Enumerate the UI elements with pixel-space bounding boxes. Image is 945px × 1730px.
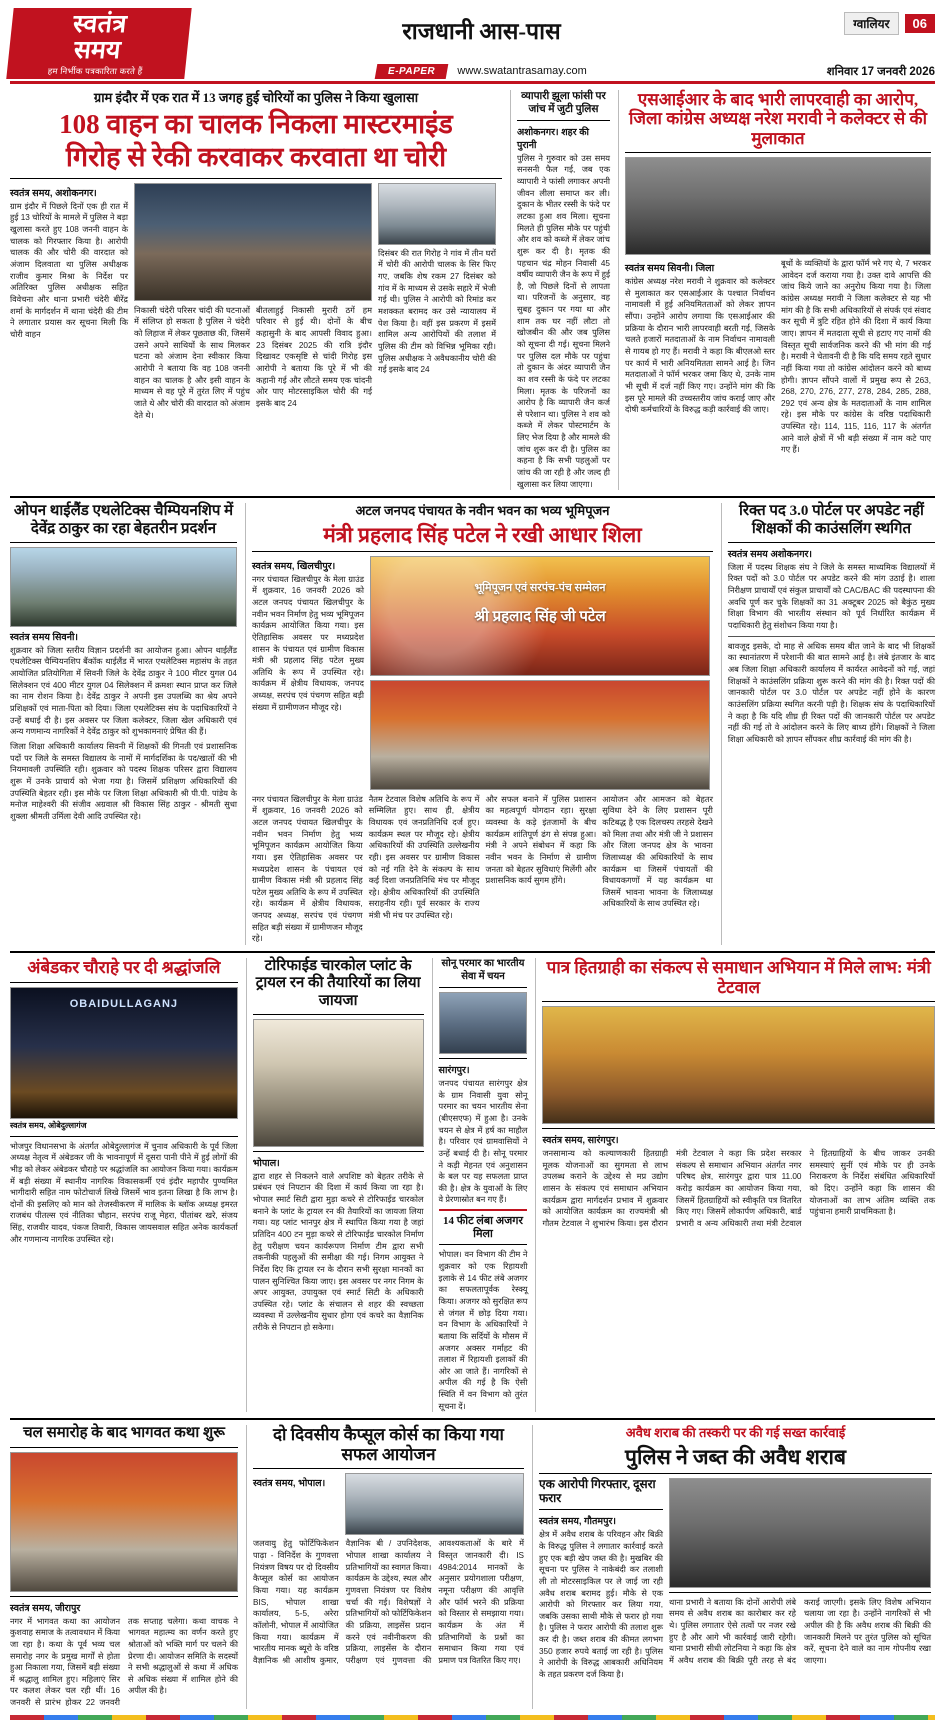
mid-right-byline: स्वतंत्र समय अशोकनगर। [727, 548, 813, 560]
lead-story [10, 90, 502, 491]
top-section [10, 90, 935, 491]
low-right-photo [542, 1006, 935, 1124]
newspaper-logo [6, 8, 191, 79]
city-badge [775, 12, 935, 35]
low-center-byline: भोपाल। [252, 1157, 280, 1169]
masthead [10, 8, 935, 84]
low-left-caption: स्वतंत्र समय, ओबेदुल्लागंज [10, 1120, 87, 1130]
section-title: राजधानी आस-पास [402, 19, 561, 44]
page-number: 06 [905, 14, 935, 33]
bottom-right-kicker: अवैध शराब की तस्करी पर की गई सख्त कार्रवाई [625, 1425, 846, 1441]
low-left-text: भोजपुर विधानसभा के अंतर्गत ओबेदुल्लागंज में चुनाव अधिकारी के पूर्व जिला अध्यक्ष नेतृत्व में अंबेडकर जी के भावनापूर्ण में दूसरा पानी पीने में हुई लोगों की भीड़ को लेकर अंबेडकर चौराहे पर श्रद्धांजलि का आयोजन किया गया। कार्यक्रम में बड़ी संख्या में स्थानीय नागरिक विकासकर्मी एवं इंदौर महापौर पुण्यमित भागीदारी सहित नाम फोटोचार्ज लिखे जिसमें भाव इतना लिखा है कि लाभ है। दोनों की इसलिए को मान को तेजस्वीकरण में मालिक के ब्लॉक अध्यक्ष इमरत राजबंध पीतल्स एवं नीतिका चौहान, सरपंच राजू मेहरा, पीतांबर खरे, संजय सिंह, राजवीर यादव, पंकज तिवारी, विकास जायसवाल सहित अनेक कार्यकर्ता और गणमान्य नागरिक उपस्थित रहे। [10, 1141, 238, 1244]
top-center-kicker: व्यापारी झूला फांसी पर जांच में जुटी पुलिस [521, 90, 606, 115]
mid-center-text-2: नैतम टेटवाल विशेष अतिथि के रूप में सम्मिलित हुए। साथ ही, क्षेत्रीय विधायक एवं जनप्रतिनिधि दर्ज हुए। कार्यक्रम स्थल पर मौजूद रहे। क्षेत्रीय अधिकारियों की उपस्थिति उल्लेखनीय रही। इस अवसर पर ग्रामीण विकास को नई गति देने के संकल्प के साथ कई दिशा जनप्रतिनिधि मंच पर मौजूद रहे। क्षेत्रीय अधिकारियों की उपस्थिति सराहनीय रही। पूर्व सरकार के राज्य मंत्री भी मंच पर उपस्थित रहे। [368, 794, 480, 921]
mid-center-headline: मंत्री प्रहलाद सिंह पटेल ने रखी आधार शिला [323, 522, 642, 547]
bottom-center-byline: स्वतंत्र समय, भोपाल। [253, 1478, 326, 1490]
mid-center-text-1: नगर पंचायत खिलचीपुर के मेला ग्राउंड में शुक्रवार, 16 जनवरी 2026 को अटल जनपद पंचायत खिलचीपुर के नवीन भवन निर्माण हेतु भव्य भूमिपूजन कार्यक्रम आयोजित किया गया। इस ऐतिहासिक अवसर पर मध्यप्रदेश शासन के पंचायत एवं ग्रामीण विकास मंत्री श्री प्रहलाद सिंह पटेल मुख्य अतिथि के रूप में उपस्थित रहे। कार्यक्रम में क्षेत्रीय विधायक, जनपद अध्यक्ष, सरपंच एवं पंचगण सहित बड़ी संख्या में ग्रामीणजन मौजूद रहे। [251, 574, 364, 712]
mid-left-headline: ओपन थाईलैंड एथलेटिक्स चैम्पियनशिप में देवेंद्र ठाकुर का रहा बेहतरीन प्रदर्शन [13, 503, 234, 537]
top-right-story [618, 90, 931, 491]
lead-col-1 [10, 183, 128, 421]
lead-col-4 [378, 183, 496, 421]
mid-left-photo [10, 547, 237, 627]
low-center2-text: जनपद पंचायत सारंगपुर क्षेत्र के ग्राम निवासी युवा सोनू परमार का चयन भारतीय सेना (बीएसएफ) में हुआ है। उनके चयन से क्षेत्र में हर्ष का माहौल है। परिवार एवं ग्रामवासियों ने उन्हें बधाई दी है। सोनू परमार ने कड़ी मेहनत एवं अनुशासन के बल पर यह सफलता प्राप्त की है। क्षेत्र के युवाओं के लिए वे प्रेरणास्रोत बन गए हैं। [438, 1079, 528, 1205]
lead-byline: स्वतंत्र समय, अशोकनगर। [10, 187, 97, 199]
low-left-headline: अंबेडकर चौराहे पर दी श्रद्धांजलि [27, 958, 221, 978]
low-left-photo [10, 987, 238, 1119]
lead-photo-secondary [378, 183, 496, 245]
middle-section [10, 503, 935, 945]
mid-center-photo-2 [370, 680, 710, 790]
mid-right-story [721, 503, 935, 945]
low-right-story [535, 958, 935, 1412]
lead-text-3: बीतलाहुई निकासी मुरारी ठगें हम परिवार से हुई थी। दोनों के बीच कहासुनी के बाद आपसी विवाद हुआ। 23 दिसंबर 2025 की रात्रि इंदौर दिखावट एकसृष्टि से चांदी गिरोह इस आरोपी ने बताया कि पूरे में भी की कहानी गई और लौटते समय एक चांदनी ओर पाए मोटरसाइकिल चोरी की गई इसके बाद 24 [256, 305, 372, 408]
portrait-photo [439, 992, 528, 1054]
mid-right-text-2: बावजूद इसके, दो माह से अधिक समय बीत जाने के बाद भी शिक्षकों का स्थानांतरण में परेशानी की बात सामने आई है। लंबे इंतजार के बाद अब जिला शिक्षा अधिकारी कार्यालय में कार्यरत आवेदनों को गई, जहां शिक्षकों ने काउंसलिंग प्रक्रिया शुरू करने की मांग की है। रिक्त पदों की जानकारी पोर्टल पर 3.0 पोर्टल पर अपडेट नहीं होने के कारण काउंसलिंग प्रक्रिया स्थगित करनी पड़ी है। शिक्षक संघ के पदाधिकारियों ने कहा है कि यदि शीघ्र ही रिक्त पदों की जानकारी पोर्टल पर अपडेट नहीं की गई तो वे आंदोलन करने के लिए बाध्य होंगे। शिक्षकों ने जिला शिक्षा अधिकारी को ज्ञापन सौंपकर शीघ्र कार्रवाई की मांग की है। [727, 641, 935, 744]
bottom-center-photo [345, 1473, 524, 1535]
banner-line-2: श्री प्रहलाद सिंह जी पटेल [474, 609, 606, 626]
logo-line-1: स्वतंत्र [71, 11, 129, 38]
bottom-left-photo [10, 1452, 238, 1592]
masthead-right [775, 8, 935, 79]
mid-left-text-2: जिला शिक्षा अधिकारी कार्यालय सिवनी में शिक्षकों की गिनती एवं प्रशासनिक पदों पर जिले के समस्त विद्यालय के नामों में मार्गदर्शिका के पद/खातों की भी नियमावली उपस्थिति रही। शुक्रवार को पदस्थ शिक्षक परिसर द्वारा विद्यालय शुरू में उनके प्राचार्य को भेजा गया है। जिसमें प्रशिक्षण अधिकारियों की उपस्थिति बेहतर रही। इस मौके पर जिला शिक्षा अधिकारी श्री पी.पी. पांडेय के मनोज माहेश्वरी की संजीव अग्रवाल श्री विकास सिंह ठाकुर - श्रीमती सुधा शुक्ला श्रीमती उर्मिला देवी आदि उपस्थित रहे। [10, 741, 237, 821]
lead-photo [134, 183, 372, 301]
bottom-center-text: जलवायु हेतु फोर्टिफिकेशन पाढ़ा - विनिर्देश के गुणवत्ता नियंत्रण विषय पर दो दिवसीय कैप्सूल कोर्स का आयोजन किया गया। यह कार्यक्रम BIS, भोपाल शाखा कार्यालय, 5-5, अरेरा कॉलोनी, भोपाल में आयोजित किया गया। कार्यक्रम में भारतीय मानक ब्यूरो के वरिष्ठ वैज्ञानिक श्री आशीष कुमार, वैज्ञानिक बी / उपनिदेशक, भोपाल शाखा कार्यालय ने प्रतिभागियों का स्वागत किया। कार्यक्रम के उद्देश्य, स्थल और गुणवत्ता नियंत्रण पर विशेष चर्चा की गई। विशेषज्ञों ने प्रतिभागियों को फोर्टिफिकेशन की प्रक्रिया, लाइसेंस प्रदान करने एवं नवीनीकरण की प्रक्रिया, लाइसेंस के दौरान परीक्षण एवं गुणवत्ता की आवश्यकताओं के बारे में विस्तृत जानकारी दी। IS 4984:2014 मानकों के अनुसार प्रयोगशाला परीक्षण, नमूना परीक्षण की आवृत्ति और फॉर्म भरने की प्रक्रिया को विस्तार से समझाया गया। कार्यक्रम के अंत में प्रतिभागियों के प्रश्नों का समाधान किया गया एवं प्रमाण पत्र वितरित किए गए। [253, 1539, 524, 1665]
low-center2-subhead: 14 फीट लंबा अजगर मिला [443, 1215, 523, 1240]
epaper-button[interactable]: E-PAPER [375, 64, 449, 79]
bottom-right-text-2: थाना प्रभारी ने बताया कि दोनों आरोपी लंबे समय से अवैध शराब का कारोबार कर रहे थे। पुलिस लगातार ऐसे तत्वों पर नजर रखे हुए है और आगे भी कार्रवाई जारी रहेगी। थाना प्रभारी सीधी लोटनिया ने कहा कि क्षेत्र में अवैध शराब की बिक्री पूरी तरह से बंद कराई जाएगी। इसके लिए विशेष अभियान चलाया जा रहा है। उन्होंने नागरिकों से भी अपील की है कि अवैध शराब की बिक्री की जानकारी मिलने पर तुरंत पुलिस को सूचित करें, सूचना देने वाले का नाम गोपनीय रखा जाएगा। [669, 1597, 931, 1665]
top-right-photo [625, 157, 931, 255]
bottom-center-headline: दो दिवसीय कैप्सूल कोर्स का किया गया सफल आयोजन [273, 1425, 504, 1464]
lead-headline-1: 108 वाहन का चालक निकला मास्टरमाइंड [59, 108, 453, 139]
mid-right-headline: रिक्त पद 3.0 पोर्टल पर अपडेट नहीं शिक्षकों की काउंसलिंग स्थगित [739, 503, 924, 537]
lead-headline-2: गिरोह से रेकी करवाकर करवाता था चोरी [65, 141, 447, 172]
mid-left-text: शुक्रवार को जिला स्तरीय विज्ञान प्रदर्शनी का आयोजन हुआ। ओपन थाईलैंड एथलेटिक्स चैम्पियनशिप बैंकॉक थाईलैंड में भारत एथलेटिक्स महासंघ के तहत आयोजित प्रतियोगिता में सिवनी जिले के देवेंद्र ठाकुर ने 100 मीटर युगल 04 सिलेक्शन एवं 400 मीटर युगल 04 सिलेक्शन में क्रमशः स्थान प्राप्त कर जिले का नाम रोशन किया है। देवेंद्र ठाकुर ने अपनी इस उपलब्धि का श्रेय अपने प्रशिक्षकों एवं माता-पिता को दिया। जिला एथलेटिक्स संघ के पदाधिकारियों ने उन्हें बधाई दी है। इस अवसर पर जिला कलेक्टर, जिला खेल अधिकारी एवं अन्य गणमान्य नागरिकों ने देवेंद्र ठाकुर को शुभकामनाएं प्रेषित की हैं। [10, 645, 237, 737]
lead-body-row [10, 183, 502, 421]
low-right-byline: स्वतंत्र समय, सारंगपुर। [542, 1135, 619, 1147]
mid-center-text-4: आयोजन और आमजन को बेहतर सुविधा देने के लिए प्रशासन पूरी कटिबद्ध है एक दिलचस्प तरहसे देखने को मिला तथा और मंत्री जी ने प्रशासन और जिला जनपद क्षेत्र के भावना जिलाध्यक्ष की अधिकारियों के साथ कार्यक्रम था जिसमें पंचायतों की विधायकगणों में यह कार्यक्रम था जिसमें भावना भावना के जिलाध्यक्ष अधिकारियों के साथ उपस्थित रहे। [602, 794, 713, 909]
bottom-right-text-1: क्षेत्र में अवैध शराब के परिवहन और बिक्री के विरुद्ध पुलिस ने लगातार कार्रवाई करते हुए एक बड़ी खेप जब्त की है। मुखबिर की सूचना पर पुलिस ने नाकेबंदी कर तलाशी ली तो मोटरसाइकिल पर ले जाई जा रही अवैध शराब बरामद हुई। मौके से एक आरोपी को गिरफ्तार कर लिया गया, जबकि उसका साथी मौके से फरार हो गया है। पुलिस ने फरार आरोपी की तलाश शुरू कर दी है। जब्त शराब की कीमत लगभग 350 हजार रुपये बताई जा रही है। पुलिस ने आरोपी के विरुद्ध आबकारी अधिनियम के तहत प्रकरण दर्ज किया है। [539, 1530, 663, 1680]
low-center-text: द्वारा शहर से निकलने वाले अपशिष्ट को बेहतर तरीके से प्रबंधन एवं निपटान की दिशा में कार्य किया जा रहा है। भोपाल स्मार्ट सिटी द्वारा मुड़ा कचरे से टोरिफाईड चारकोल बनाने के प्लांट के ट्रायल रन की तैयारियों का जायजा लिया गया। यह प्लांट भानपुर क्षेत्र में स्थापित किया गया है जहां प्रतिदिन 400 टन मुड़ा कचरे से टोरिफाईड चारकोल निर्माण हेतु परीक्षण चयन कार्यरूपण निर्माण टीम द्वारा सभी तकनीकी पहलुओं की समीक्षा की गई। निगम आयुक्त ने निर्देश दिए कि ट्रायल रन के दौरान सभी सुरक्षा मानकों का पालन सुनिश्चित किया जाए। इस अवसर पर नगर निगम के अपर आयुक्त, उपायुक्त एवं स्मार्ट सिटी के अधिकारी उपस्थित रहे। प्लांट के संचालन से शहर की स्वच्छता व्यवस्था में उल्लेखनीय सुधार होगा एवं कचरे का वैज्ञानिक तरीके से निपटान हो सकेगा। [252, 1171, 424, 1333]
top-right-text-1: कांग्रेस अध्यक्ष नरेश मरावी ने शुक्रवार को कलेक्टर से मुलाकात कर एसआईआर के पश्चात निर्वाचन नामावली में हुई अनियमितताओं को लेकर ज्ञापन सौंपा। उन्होंने आरोप लगाया कि एसआईआर की प्रक्रिया के दौरान भारी लापरवाही बरती गई, जिसके चलते हजारों मतदाताओं के नाम निर्वाचन नामावली से गायब हो गए हैं। मरावी ने कहा कि बीएलओ स्तर पर कार्य में भारी अनियमितता सामने आई है। जिन मतदाताओं ने फॉर्म भरकर जमा किए थे, उनके नाम भी सूची में दर्ज नहीं किए गए। उन्होंने मांग की कि इस पूरे मामले की उच्चस्तरीय जांच कराई जाए और दोषी कर्मचारियों के विरुद्ध कड़ी कार्रवाई की जाए। [625, 277, 775, 415]
low-center2-story [432, 958, 528, 1412]
town-sign-text: OBAIDULLAGANJ [69, 997, 179, 1010]
bottom-right-subhead: एक आरोपी गिरफ्तार, दूसरा फरार [539, 1476, 656, 1505]
banner-line-1: भूमिपूजन एवं सरपंच-पंच सम्मेलन [474, 582, 606, 595]
bottom-right-byline: स्वतंत्र समय, गौतमपुर। [539, 1516, 616, 1528]
lead-kicker: ग्राम इंदौर में एक रात में 13 जगह हुई चोरियों का पुलिस ने किया खुलासा [93, 89, 419, 105]
event-banner-photo [370, 556, 710, 676]
top-right-text-2: बूथों के व्यक्तियों के द्वारा फॉर्म भरे गए थे, 7 भरकर आवेदन दर्ज कराया गया है। उक्त दावे आपत्ति की जांच किये जाने का अनुरोध किया गया है। जिला कांग्रेस अध्यक्ष मरावी ने जिला कलेक्टर से यह भी मांग की है कि सभी अधिकारियों से संपर्क एवं संवाद कर सूची में त्रुटि रहित होने की दिशा में कार्य किया जाए। ज्ञापन में मतदाता सूची से हटाए गए नामों की विस्तृत सूची सार्वजनिक करने की भी मांग की गई है। मरावी ने चेतावनी दी है कि यदि समय रहते सुधार नहीं किया गया तो कांग्रेस आंदोलन करने को बाध्य होगी। ज्ञापन सौंपने वालों में प्रमुख रूप से 263, 268, 270, 276, 277, 278, 284, 285, 288, 292 एवं अन्य क्षेत्र के मतदाताओं के नाम शामिल रहे। इस मौके पर कांग्रेस के वरिष्ठ पदाधिकारी उपस्थित रहे। 114, 115, 116, 117 के अंतर्गत आने वाले क्षेत्रों में भी बड़ी संख्या में नाम कटे पाए गए हैं। [781, 259, 931, 455]
bottom-left-byline: स्वतंत्र समय, जीरापुर [10, 1602, 81, 1614]
lead-text-1: ग्राम इंदौर में पिछले दिनों एक ही रात में हुई 13 चोरियों के मामले में पुलिस ने बड़ा खुलासा करते हुए 108 जननी वाहन के चालक को गिरफ्तार किया है। आरोपी चालक की और चोरी की वारदात को अंजाम दिलवाता था पुलिस अधीक्षक राजीव कुमार मिश्रा के निर्देश पर अतिरिक्त पुलिस अधीक्षक सहित विवेचना और थाना प्रभारी चंदेरी बीरेंद्र शर्मा के मार्गदर्शन में थाना चंदेरी की टीम ने लगातार प्रयास कर सूचना मिली कि चोरी वाहन [10, 201, 128, 339]
epaper-bar [196, 64, 767, 79]
logo-line-2: समय [72, 37, 122, 65]
mid-center-text-3: और सफल बनाने में पुलिस प्रशासन का महत्वपूर्ण योगदान रहा। सुरक्षा व्यवस्था के कड़े इंतजामों के बीच कार्यक्रम शांतिपूर्ण ढंग से संपन्न हुआ। मंत्री ने अपने संबोधन में कहा कि नवीन भवन के निर्माण से ग्रामीण जनता को बेहतर सुविधाएं मिलेंगी और प्रशासनिक कार्य सुगम होंगे। [485, 794, 597, 886]
lead-text-2: निकासी चंदेरी परिसर चांदी की घटनाओं में संलिप्त हो सकता है पुलिस ने चंदेरी को लिहाज में लेकर पूछताछ की, जिसमें उसने अपने साथियों के साथ मिलकर घटना को अंजाम देना स्वीकार किया आरोपी ने बताया कि वह 108 जननी वाहन का चालक है और इसी वाहन के माध्यम से वह पूरे में तुरंत लिए में पहुंच जाते थे और चोरी की वारदात को अंजाम देते थे। [134, 305, 250, 420]
top-right-byline: स्वतंत्र समय सिवनी। जिला [625, 263, 715, 275]
mid-left-byline: स्वतंत्र समय सिवनी। [10, 631, 79, 643]
low-center2-byline: सारंगपुर। [438, 1065, 470, 1077]
mid-center-byline: स्वतंत्र समय, खिलचीपुर। [251, 560, 336, 572]
masthead-center [188, 8, 775, 79]
issue-date: शनिवार 17 जनवरी 2026 [826, 65, 935, 78]
top-center-story [510, 90, 610, 491]
mid-center-kicker: अटल जनपद पंचायत के नवीन भवन का भव्य भूमिपूजन [355, 503, 610, 519]
mid-right-text-1: जिला में पदस्थ शिक्षक संघ ने जिले के समस्त माध्यमिक विद्यालयों में रिक्त पदों को 3.0 पोर्टल पर अपडेट करने की मांग उठाई है। शाला निरीक्षण प्राचार्यों एवं संकुल प्राचार्यों को CAC/BAC की पदस्थापना की अवधि पूर्ण कर चुके शिक्षकों का 31 अक्टूबर 2025 को बैकुंठ मुख्य शिक्षा विभाग की भारतीय संस्थान को पूर्व निर्धारित कार्यक्रम में पदाधिकारी हेतु संशोधन किया गया है। [727, 562, 935, 631]
city-name: ग्वालियर [844, 12, 898, 35]
bottom-left-headline: चल समारोह के बाद भागवत कथा शुरू [23, 1425, 225, 1442]
website-url[interactable]: www.swatantrasamay.com [457, 65, 587, 77]
lower-section [10, 958, 935, 1412]
low-center-photo [253, 1019, 424, 1147]
mid-center-text-1b: नगर पंचायत खिलचीपुर के मेला ग्राउंड में शुक्रवार, 16 जनवरी 2026 को अटल जनपद पंचायत खिलचीपुर के नवीन भवन निर्माण हेतु भव्य भूमिपूजन कार्यक्रम आयोजित किया गया। इस ऐतिहासिक अवसर पर मध्यप्रदेश शासन के पंचायत एवं ग्रामीण विकास मंत्री श्री प्रहलाद सिंह पटेल मुख्य अतिथि के रूप में उपस्थित रहे। कार्यक्रम में क्षेत्रीय विधायक, जनपद अध्यक्ष, सरपंच एवं पंचगण सहित बड़ी संख्या में ग्रामीणजन मौजूद रहे। [251, 794, 363, 944]
low-center-story [246, 958, 424, 1412]
bottom-left-text: नगर में भागवत कथा का आयोजन कुशवाह समाज के तत्वावधान में किया जा रहा है। कथा के पूर्व भव्य चल समारोह नगर के प्रमुख मार्गों से होता हुआ निकाला गया, जिसमें बड़ी संख्या में श्रद्धालु शामिल हुए। महिलाएं सिर पर कलश लेकर चल रही थीं। 16 जनवरी से प्रारंभ होकर 22 जनवरी तक सप्ताह चलेगा। कथा वाचक ने भागवत महात्म्य का वर्णन करते हुए श्रोताओं को भक्ति मार्ग पर चलने की प्रेरणा दी। आयोजन समिति के सदस्यों ने सभी श्रद्धालुओं से कथा में अधिक से अधिक संख्या में शामिल होने की अपील की है। [10, 1616, 238, 1708]
low-center2-text-2: भोपाल। वन विभाग की टीम ने शुक्रवार को एक रिहायशी इलाके से 14 फीट लंबे अजगर का सफलतापूर्वक रेस्क्यू किया। अजगर को सुरक्षित रूप से जंगल में छोड़ दिया गया। वन विभाग के अधिकारियों ने बताया कि सर्दियों के मौसम में अजगर अक्सर गर्माहट की तलाश में रिहायशी इलाकों की ओर आ जाते हैं। नागरिकों से अपील की गई है कि ऐसी स्थिति में वन विभाग को तुरंत सूचना दें। [438, 1250, 528, 1411]
bottom-right-headline: पुलिस ने जब्त की अवैध शराब [625, 1444, 846, 1469]
lead-photo-col [134, 183, 372, 421]
low-center-headline: टोरिफाईड चारकोल प्लांट के ट्रायल रन की तैयारियों का लिया जायजा [255, 958, 421, 1009]
lead-text-4: दिसंबर की रात गिरोह ने गांव में तीन घरों में चोरी की आरोपी चालक के सिर फिए गए, जबकि शेष रकम 27 दिसंबर को गांव में के माध्यम से उसके सहारे में भेजी गई थी। पुलिस ने आरोपी को रिमांड कर मशक्कत बरामद कर उसे न्यायालय में पेश किया है। वहीं इस प्रकरण में इसमें शामिल अन्य आरोपियों की तलाश में पुलिस की टीम को विभिन्न भूमिका रही। पुलिस अधीक्षक ने अवैधकानीय चोरी की गई इसके बाद 24 [378, 248, 496, 375]
bottom-right-photo [669, 1478, 931, 1588]
mid-left-story [10, 503, 237, 945]
top-center-text: पुलिस ने गुरुवार को उस समय सनसनी फैल गई, जब एक व्यापारी ने फांसी लगाकर अपनी जीवन लीला समाप्त कर ली। दुकान के भीतर रस्सी के फंदे पर लटका हुआ शव मिला। सूचना मिलते ही पुलिस मौके पर पहुंची और शव को कब्जे में लेकर जांच शुरू कर दी है। मृतक की पहचान चंद्र मोहन निवासी 45 वर्षीय व्यापारी जैन के रूप में हुई है, जो पिछले दिनों से लापता था। परिजनों के अनुसार, वह सुबह दुकान पर गया था और शाम तक घर नहीं लौटा तो खोजबीन की और जब पुलिस को सूचना दी गई। सूचना मिलने पर पुलिस दल मौके पर पहुंचा तो दुकान के अंदर व्यापारी जैन का शव रस्सी के फंदे पर लटका मिला। मृतक के परिजनों का आरोप है कि व्यापारी जैन कर्ज से परेशान था। पुलिस ने शव को कब्जे में लेकर पोस्टमार्टम के लिए भेज दिया है और मामले की जांच शुरू कर दी है। पुलिस का कहना है कि सभी पहलुओं पर जांच की जा रही है और जल्द ही खुलासा कर लिया जाएगा। [517, 153, 610, 489]
low-right-text: जनसामान्य को कल्याणकारी हितग्राही मूलक योजनाओं का सुगमता से लाभ उपलब्ध कराने के उद्देश्य से मप्र उद्योग शासन के संकल्प एवं समाधान अभियान कार्यक्रम द्वारा मार्गदर्शन प्रभाव में शुक्रवार को आयोजित कार्यक्रम का राज्यमंत्री श्री गौतम टेटवाल ने शुभारंभ किया। इस दौरान मंत्री टेटवाल ने कहा कि प्रदेश सरकार संकल्प से समाधान अभियान अंतर्गत नगर परिषद क्षेत्र, सारंगपुर द्वारा पात्र 11.00 करोड़ कार्यक्रम का आयोजन किया गया, जिसमें हितग्राहियों को स्वीकृति पत्र वितरित किए गए। जिसमें लोकार्पण अधिकारी, बार्ड प्रभारी व अन्य अधिकारी तथा मंत्री टेटवाल ने हितग्राहियों के बीच जाकर उनकी समस्याएं सुनीं एवं मौके पर ही उनके निराकरण के निर्देश संबंधित अधिकारियों को दिए। उन्होंने कहा कि शासन की योजनाओं का लाभ अंतिम व्यक्ति तक पहुंचाना हमारी प्राथमिकता है। [542, 1149, 935, 1228]
logo-tagline: हम निर्भीक पत्रकारिता करते हैं [47, 65, 143, 76]
low-right-headline: पात्र हितग्राही का संकल्प से समाधान अभियान में मिले लाभ: मंत्री टेटवाल [546, 958, 931, 997]
mid-center-story [245, 503, 713, 945]
footer-color-strip [10, 1715, 935, 1720]
top-center-byline: अशोकनगर। शहर की पुरानी [517, 126, 590, 151]
low-center2-kicker: सोनू परमार का भारतीय सेवा में चयन [441, 958, 525, 982]
low-left-story [10, 958, 238, 1412]
top-right-headline: एसआईआर के बाद भारी लापरवाही का आरोप, जिला कांग्रेस अध्यक्ष नरेश मरावी ने कलेक्टर से की मुलाकात [629, 89, 927, 148]
